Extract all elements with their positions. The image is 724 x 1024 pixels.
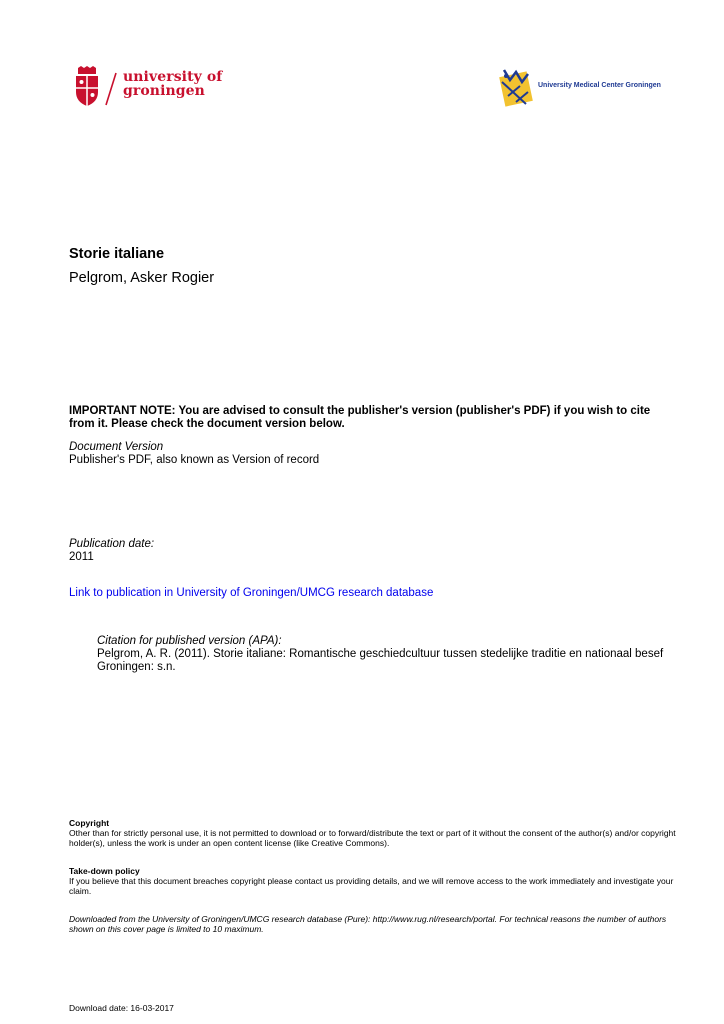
rug-wordmark-line2: groningen bbox=[123, 83, 205, 99]
document-author: Pelgrom, Asker Rogier bbox=[69, 270, 215, 286]
rug-divider-icon bbox=[105, 72, 117, 106]
rug-crest-icon bbox=[74, 66, 100, 106]
takedown-heading: Take-down policy bbox=[69, 866, 140, 876]
download-date: Download date: 16-03-2017 bbox=[69, 1003, 174, 1013]
citation-label: Citation for published version (APA): bbox=[97, 635, 282, 647]
downloaded-from-note: Downloaded from the University of Groningen/UMCG research database (Pure): http://www.rug.nl/research/portal. For technical reasons the number of authors shown on this cover page is limited to 10 maximum. bbox=[69, 914, 667, 934]
publication-date-label: Publication date: bbox=[69, 538, 155, 550]
document-version-value: Publisher's PDF, also known as Version of record bbox=[69, 454, 320, 466]
publication-date-value: 2011 bbox=[69, 551, 94, 563]
umcg-emblem-icon bbox=[496, 66, 534, 108]
citation-value: Pelgrom, A. R. (2011). Storie italiane: Romantische geschiedcultuur tussen stedelijke traditie en nationaal besef Groningen: s.n. bbox=[97, 648, 664, 673]
document-version-block bbox=[69, 441, 319, 467]
university-of-groningen-logo bbox=[74, 66, 224, 110]
copyright-section bbox=[69, 818, 679, 848]
takedown-section bbox=[69, 866, 679, 896]
important-note: IMPORTANT NOTE: You are advised to consult the publisher's version (publisher's PDF) if you wish to cite from it. Please check the document version below. bbox=[69, 405, 651, 430]
rug-wordmark-line1: university of bbox=[123, 69, 223, 85]
umcg-logo bbox=[496, 66, 661, 110]
copyright-heading: Copyright bbox=[69, 818, 110, 828]
rug-wordmark bbox=[123, 70, 222, 98]
citation-block bbox=[97, 635, 677, 674]
document-title: Storie italiane bbox=[69, 246, 165, 262]
publication-link[interactable]: Link to publication in University of Groningen/UMCG research database bbox=[69, 587, 434, 599]
publication-date-block bbox=[69, 538, 154, 564]
copyright-text: Other than for strictly personal use, it is not permitted to download or to forward/distribute the text or part of it without the consent of the author(s) and/or copyright holder(s), unless the work is under an open content license (like Creative Commons). bbox=[69, 828, 676, 848]
takedown-text: If you believe that this document breaches copyright please contact us providing details, and we will remove access to the work immediately and investigate your claim. bbox=[69, 876, 674, 896]
document-version-label: Document Version bbox=[69, 441, 164, 453]
umcg-wordmark: University Medical Center Groningen bbox=[538, 82, 661, 89]
